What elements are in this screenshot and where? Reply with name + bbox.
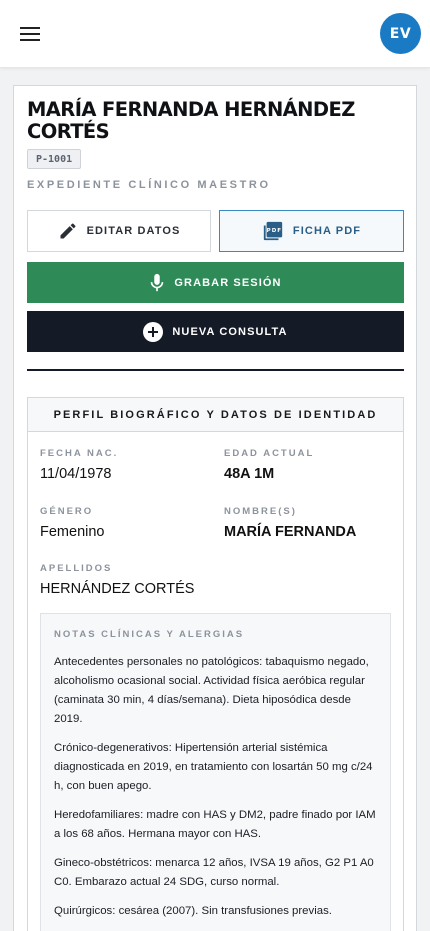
patient-name bbox=[27, 99, 397, 143]
note-paragraph: Quirúrgicos: cesárea (2007). Sin transfusiones previas. bbox=[54, 905, 332, 917]
edit-data-button[interactable] bbox=[27, 210, 211, 252]
gender-label: GÉNERO bbox=[40, 506, 94, 517]
patient-id-badge: P-1001 bbox=[27, 149, 81, 169]
note-paragraph: Gineco-obstétricos: menarca 12 años, IVSA 19 años, G2 P1 A0 C0. Embarazo actual 24 SDG, curso normal. bbox=[54, 857, 374, 888]
biographic-profile-section bbox=[27, 397, 404, 931]
patient-record-card bbox=[13, 85, 417, 931]
clinical-notes-panel bbox=[40, 613, 391, 931]
pdf-file-icon bbox=[262, 220, 284, 242]
hamburger-menu-icon[interactable] bbox=[18, 22, 42, 46]
clinical-notes-title: NOTAS CLÍNICAS Y ALERGIAS bbox=[54, 629, 245, 640]
new-consultation-label: NUEVA CONSULTA bbox=[172, 325, 288, 338]
microphone-icon bbox=[149, 273, 165, 293]
new-consultation-button[interactable] bbox=[27, 311, 404, 352]
top-app-bar bbox=[0, 0, 430, 68]
section-divider bbox=[27, 369, 404, 371]
pdf-sheet-label: FICHA PDF bbox=[292, 225, 362, 237]
clinical-notes-body bbox=[54, 653, 380, 931]
note-paragraph: Antecedentes personales no patológicos: tabaquismo negado, alcoholismo ocasional social. Actividad física aeróbica regular (caminata 30 min, 4 días/semana). Dieta hiposódica desde 2019. bbox=[54, 656, 369, 725]
birth-date-value: 11/04/1978 bbox=[40, 466, 112, 482]
note-paragraph: Crónico-degenerativos: Hipertensión arterial sistémica diagnosticada en 2019, en tratamiento con losartán 50 mg c/24 h, con buen apego. bbox=[54, 742, 373, 792]
first-names-label: NOMBRE(S) bbox=[224, 506, 297, 517]
patient-name-line1: MARÍA FERNANDA HERNÁNDEZ bbox=[27, 98, 355, 121]
plus-circle-icon bbox=[143, 322, 163, 342]
user-avatar[interactable]: EV bbox=[380, 13, 421, 54]
record-subtitle: EXPEDIENTE CLÍNICO MAESTRO bbox=[27, 179, 271, 191]
current-age-value: 48A 1M bbox=[224, 466, 275, 482]
surnames-value: HERNÁNDEZ CORTÉS bbox=[40, 581, 195, 597]
record-session-label: GRABAR SESIÓN bbox=[174, 276, 282, 289]
note-paragraph: Heredofamiliares: madre con HAS y DM2, padre finado por IAM a los 68 años. Hermana mayor con HAS. bbox=[54, 809, 376, 840]
svg-text:PDF: PDF bbox=[266, 227, 282, 234]
pencil-icon bbox=[58, 221, 78, 241]
first-names-value: MARÍA FERNANDA bbox=[224, 524, 357, 540]
pdf-sheet-button[interactable] bbox=[219, 210, 404, 252]
profile-section-title: PERFIL BIOGRÁFICO Y DATOS DE IDENTIDAD bbox=[28, 398, 403, 432]
gender-value: Femenino bbox=[40, 524, 105, 540]
current-age-label: EDAD ACTUAL bbox=[224, 448, 315, 459]
surnames-label: APELLIDOS bbox=[40, 563, 113, 574]
edit-data-label: EDITAR DATOS bbox=[86, 225, 181, 237]
patient-name-line2: CORTÉS bbox=[27, 120, 110, 143]
record-session-button[interactable] bbox=[27, 262, 404, 303]
birth-date-label: FECHA NAC. bbox=[40, 448, 119, 459]
